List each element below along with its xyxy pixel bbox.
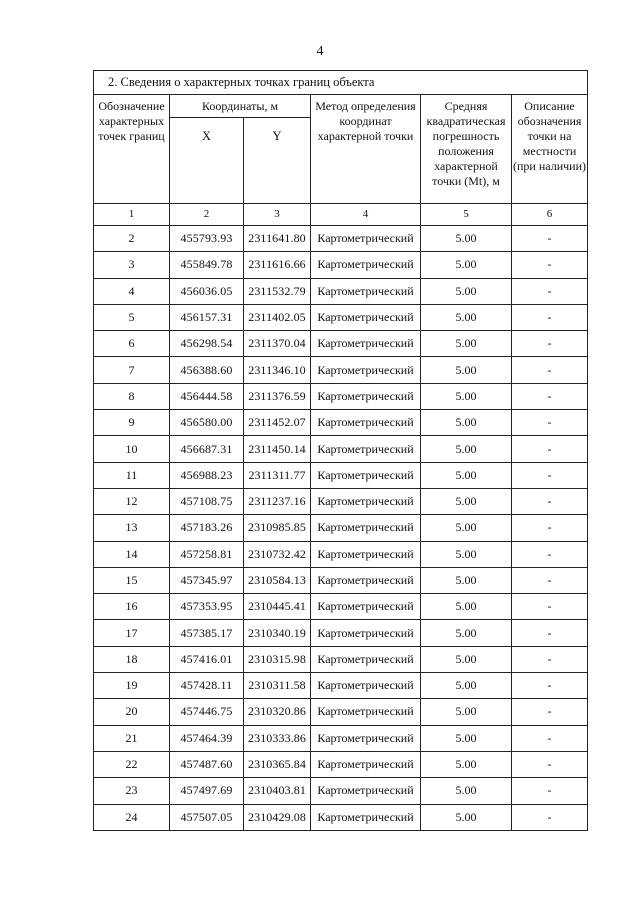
cell-point-number: 15 — [94, 567, 170, 593]
cell-x-coordinate: 457345.97 — [170, 567, 244, 593]
cell-x-coordinate: 456036.05 — [170, 278, 244, 304]
cell-y-coordinate: 2311450.14 — [244, 436, 311, 462]
column-number: 5 — [421, 204, 512, 226]
header-accuracy: Средняя квадратическая погрешность положения характерной точки (Mt), м — [421, 95, 512, 204]
cell-x-coordinate: 456687.31 — [170, 436, 244, 462]
cell-description: - — [512, 357, 588, 383]
cell-description: - — [512, 226, 588, 252]
cell-accuracy: 5.00 — [421, 226, 512, 252]
cell-accuracy: 5.00 — [421, 410, 512, 436]
cell-accuracy: 5.00 — [421, 673, 512, 699]
cell-method: Картометрический — [311, 488, 421, 514]
page-number: 4 — [316, 44, 324, 59]
cell-method: Картометрический — [311, 331, 421, 357]
cell-point-number: 12 — [94, 488, 170, 514]
cell-y-coordinate: 2310732.42 — [244, 541, 311, 567]
cell-description: - — [512, 673, 588, 699]
cell-y-coordinate: 2311641.80 — [244, 226, 311, 252]
cell-description: - — [512, 541, 588, 567]
cell-description: - — [512, 646, 588, 672]
cell-x-coordinate: 457108.75 — [170, 488, 244, 514]
cell-method: Картометрический — [311, 252, 421, 278]
cell-x-coordinate: 457385.17 — [170, 620, 244, 646]
cell-y-coordinate: 2310333.86 — [244, 725, 311, 751]
cell-x-coordinate: 457487.60 — [170, 751, 244, 777]
cell-accuracy: 5.00 — [421, 725, 512, 751]
cell-x-coordinate: 457428.11 — [170, 673, 244, 699]
cell-description: - — [512, 331, 588, 357]
cell-y-coordinate: 2310320.86 — [244, 699, 311, 725]
cell-x-coordinate: 457446.75 — [170, 699, 244, 725]
cell-y-coordinate: 2311616.66 — [244, 252, 311, 278]
cell-y-coordinate: 2310584.13 — [244, 567, 311, 593]
header-x: X — [170, 118, 244, 204]
cell-point-number: 17 — [94, 620, 170, 646]
cell-point-number: 21 — [94, 725, 170, 751]
cell-accuracy: 5.00 — [421, 778, 512, 804]
cell-description: - — [512, 488, 588, 514]
cell-method: Картометрический — [311, 804, 421, 830]
cell-y-coordinate: 2311532.79 — [244, 278, 311, 304]
cell-x-coordinate: 456298.54 — [170, 331, 244, 357]
cell-method: Картометрический — [311, 620, 421, 646]
boundary-points-table — [93, 70, 588, 831]
table-row — [94, 725, 588, 751]
table-row — [94, 488, 588, 514]
table-row — [94, 410, 588, 436]
cell-description: - — [512, 436, 588, 462]
cell-description: - — [512, 252, 588, 278]
cell-description: - — [512, 410, 588, 436]
cell-x-coordinate: 457464.39 — [170, 725, 244, 751]
cell-accuracy: 5.00 — [421, 620, 512, 646]
cell-point-number: 4 — [94, 278, 170, 304]
cell-description: - — [512, 778, 588, 804]
header-method: Метод определения координат характерной точки — [311, 95, 421, 204]
table-row — [94, 567, 588, 593]
cell-x-coordinate: 457258.81 — [170, 541, 244, 567]
cell-y-coordinate: 2310429.08 — [244, 804, 311, 830]
column-number: 1 — [94, 204, 170, 226]
table-row — [94, 436, 588, 462]
cell-point-number: 6 — [94, 331, 170, 357]
cell-point-number: 7 — [94, 357, 170, 383]
cell-accuracy: 5.00 — [421, 488, 512, 514]
header-designation: Обозначение характерных точек границ — [94, 95, 170, 204]
cell-accuracy: 5.00 — [421, 331, 512, 357]
cell-description: - — [512, 620, 588, 646]
cell-point-number: 20 — [94, 699, 170, 725]
cell-point-number: 14 — [94, 541, 170, 567]
cell-description: - — [512, 383, 588, 409]
cell-point-number: 23 — [94, 778, 170, 804]
cell-accuracy: 5.00 — [421, 304, 512, 330]
table-row — [94, 699, 588, 725]
cell-point-number: 8 — [94, 383, 170, 409]
table-row — [94, 594, 588, 620]
cell-method: Картометрический — [311, 278, 421, 304]
cell-method: Картометрический — [311, 673, 421, 699]
cell-method: Картометрический — [311, 462, 421, 488]
cell-accuracy: 5.00 — [421, 436, 512, 462]
cell-y-coordinate: 2311452.07 — [244, 410, 311, 436]
cell-point-number: 13 — [94, 515, 170, 541]
cell-description: - — [512, 567, 588, 593]
cell-y-coordinate: 2311237.16 — [244, 488, 311, 514]
cell-x-coordinate: 457353.95 — [170, 594, 244, 620]
column-number: 2 — [170, 204, 244, 226]
table-row — [94, 515, 588, 541]
header-description: Описание обозначения точки на местности (при наличии) — [512, 95, 588, 204]
cell-accuracy: 5.00 — [421, 278, 512, 304]
table-row — [94, 226, 588, 252]
table-row — [94, 751, 588, 777]
cell-y-coordinate: 2310403.81 — [244, 778, 311, 804]
table-row — [94, 278, 588, 304]
cell-y-coordinate: 2310340.19 — [244, 620, 311, 646]
table-row — [94, 357, 588, 383]
column-number: 4 — [311, 204, 421, 226]
cell-description: - — [512, 804, 588, 830]
cell-description: - — [512, 462, 588, 488]
cell-method: Картометрический — [311, 594, 421, 620]
cell-x-coordinate: 455793.93 — [170, 226, 244, 252]
cell-description: - — [512, 304, 588, 330]
cell-method: Картометрический — [311, 567, 421, 593]
cell-y-coordinate: 2311402.05 — [244, 304, 311, 330]
header-coordinates: Координаты, м — [170, 95, 311, 118]
cell-accuracy: 5.00 — [421, 357, 512, 383]
cell-method: Картометрический — [311, 515, 421, 541]
table-row — [94, 304, 588, 330]
cell-accuracy: 5.00 — [421, 383, 512, 409]
table-row — [94, 462, 588, 488]
cell-method: Картометрический — [311, 357, 421, 383]
cell-accuracy: 5.00 — [421, 252, 512, 278]
cell-y-coordinate: 2311346.10 — [244, 357, 311, 383]
cell-accuracy: 5.00 — [421, 699, 512, 725]
cell-method: Картометрический — [311, 226, 421, 252]
table-body — [94, 226, 588, 831]
cell-method: Картометрический — [311, 725, 421, 751]
table-row — [94, 778, 588, 804]
cell-accuracy: 5.00 — [421, 646, 512, 672]
cell-description: - — [512, 594, 588, 620]
column-number: 3 — [244, 204, 311, 226]
cell-accuracy: 5.00 — [421, 462, 512, 488]
cell-method: Картометрический — [311, 699, 421, 725]
table-row — [94, 804, 588, 830]
cell-description: - — [512, 278, 588, 304]
cell-x-coordinate: 457183.26 — [170, 515, 244, 541]
cell-accuracy: 5.00 — [421, 751, 512, 777]
table-row — [94, 673, 588, 699]
table-row — [94, 620, 588, 646]
cell-x-coordinate: 456988.23 — [170, 462, 244, 488]
cell-x-coordinate: 457497.69 — [170, 778, 244, 804]
cell-point-number: 10 — [94, 436, 170, 462]
cell-y-coordinate: 2310365.84 — [244, 751, 311, 777]
header-y: Y — [244, 118, 311, 204]
cell-y-coordinate: 2311376.59 — [244, 383, 311, 409]
table-row — [94, 252, 588, 278]
table-row — [94, 646, 588, 672]
cell-point-number: 11 — [94, 462, 170, 488]
cell-point-number: 2 — [94, 226, 170, 252]
cell-method: Картометрический — [311, 541, 421, 567]
cell-accuracy: 5.00 — [421, 515, 512, 541]
cell-description: - — [512, 725, 588, 751]
cell-method: Картометрический — [311, 751, 421, 777]
cell-point-number: 16 — [94, 594, 170, 620]
column-number: 6 — [512, 204, 588, 226]
cell-point-number: 3 — [94, 252, 170, 278]
cell-y-coordinate: 2311311.77 — [244, 462, 311, 488]
cell-x-coordinate: 456157.31 — [170, 304, 244, 330]
cell-point-number: 9 — [94, 410, 170, 436]
cell-point-number: 24 — [94, 804, 170, 830]
column-numbers-row — [94, 204, 588, 226]
cell-method: Картометрический — [311, 778, 421, 804]
cell-description: - — [512, 699, 588, 725]
cell-method: Картометрический — [311, 383, 421, 409]
cell-method: Картометрический — [311, 304, 421, 330]
cell-y-coordinate: 2310985.85 — [244, 515, 311, 541]
cell-x-coordinate: 456444.58 — [170, 383, 244, 409]
cell-description: - — [512, 515, 588, 541]
cell-y-coordinate: 2310315.98 — [244, 646, 311, 672]
cell-method: Картометрический — [311, 410, 421, 436]
cell-x-coordinate: 456388.60 — [170, 357, 244, 383]
cell-x-coordinate: 457416.01 — [170, 646, 244, 672]
cell-accuracy: 5.00 — [421, 594, 512, 620]
cell-point-number: 18 — [94, 646, 170, 672]
cell-method: Картометрический — [311, 436, 421, 462]
cell-point-number: 19 — [94, 673, 170, 699]
cell-point-number: 22 — [94, 751, 170, 777]
section-title: 2. Сведения о характерных точках границ объекта — [94, 71, 588, 95]
cell-x-coordinate: 455849.78 — [170, 252, 244, 278]
table-row — [94, 541, 588, 567]
cell-method: Картометрический — [311, 646, 421, 672]
cell-x-coordinate: 457507.05 — [170, 804, 244, 830]
cell-accuracy: 5.00 — [421, 567, 512, 593]
table-row — [94, 383, 588, 409]
cell-y-coordinate: 2310445.41 — [244, 594, 311, 620]
cell-x-coordinate: 456580.00 — [170, 410, 244, 436]
cell-y-coordinate: 2311370.04 — [244, 331, 311, 357]
cell-description: - — [512, 751, 588, 777]
cell-point-number: 5 — [94, 304, 170, 330]
cell-accuracy: 5.00 — [421, 804, 512, 830]
table-row — [94, 331, 588, 357]
cell-y-coordinate: 2310311.58 — [244, 673, 311, 699]
cell-accuracy: 5.00 — [421, 541, 512, 567]
